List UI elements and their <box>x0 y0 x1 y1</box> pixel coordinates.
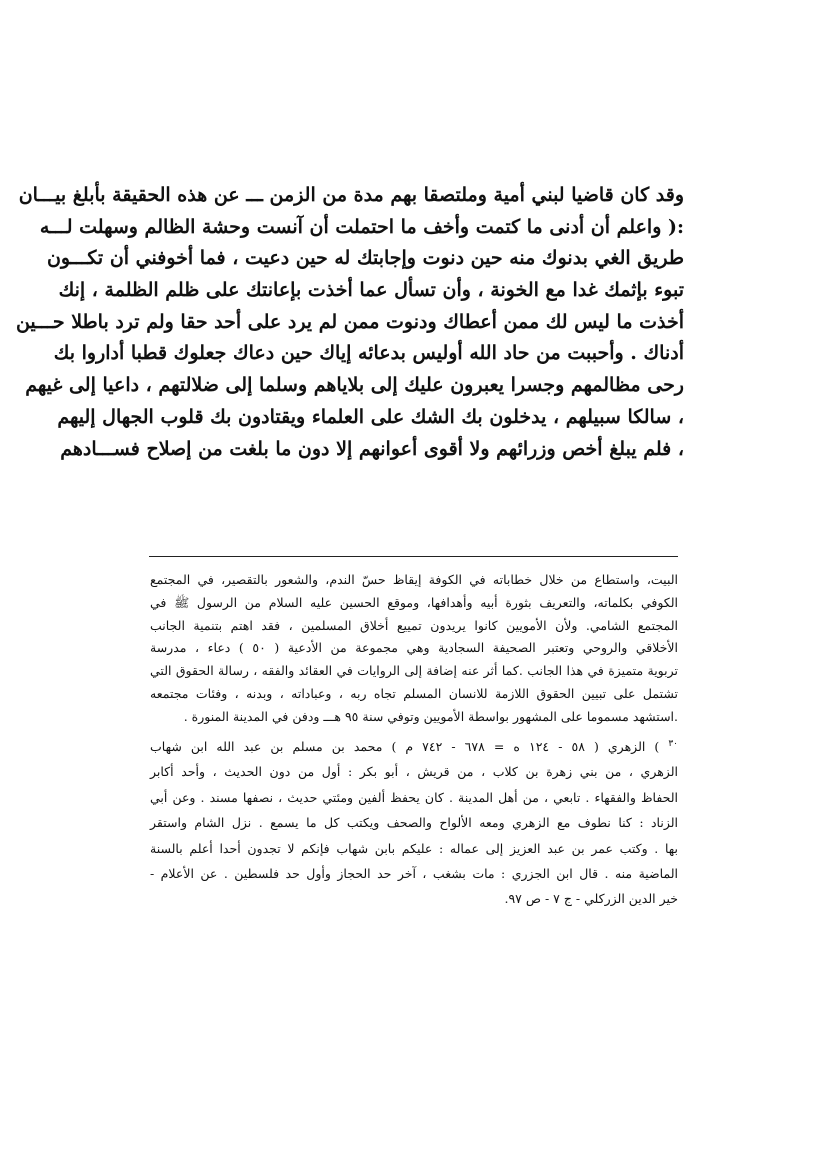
footnote-marker: ٣٠ <box>668 738 679 749</box>
footnote-line: تشتمل على تبيين الحقوق اللازمة للانسان المسلم تجاه ربه ، وعباداته ، وبدنه ، وفئات مجتمعه <box>150 685 678 701</box>
footnote-line: الأخلاقي والروحي وتعتبر الصحيفة السجادية وهي مجموعة من الأدعية ( ٥٠ ) دعاء ، مدرسة <box>150 640 679 656</box>
footnote-line: المجتمع الشامي. ولأن الأمويين كانوا يريدون تمييع أخلاق المسلمين ، فقد اهتم بتنمية الجانب <box>150 617 678 633</box>
footnote-line: الحفاظ والفقهاء . تابعي ، من أهل المدينة . كان يحفظ ألفين ومئتي حديث ، نصفها مسند . وعن أبي <box>150 789 678 805</box>
footnote-first-line-text: ) الزهري ( ٥٨ - ١٢٤ ه = ٦٧٨ - ٧٤٢ م ) محمد بن مسلم بن عبد الله ابن شهاب <box>150 739 660 754</box>
footnote-line: خير الدين الزركلي - ج ٧ - ص ٩٧. <box>504 891 678 907</box>
footnote-line: بها . وكتب عمر بن عبد العزيز إلى عماله : عليكم بابن شهاب فإنكم لا تجدون أحدا أعلم بالسنة <box>150 840 678 856</box>
main-text-line: أخذت ما ليس لك ممن أعطاك ودنوت ممن لم يرد على أحد حقا ولم ترد باطلا حـــين <box>15 310 684 333</box>
main-text-block <box>15 180 684 465</box>
footnote-line: الماضية منه . قال ابن الجزري : مات بشغب ، آخر حد الحجاز وأول حد فلسطين . عن الأعلام - <box>150 865 678 881</box>
main-text-line: :( واعلم أن أدنى ما كتمت وأخف ما احتملت أن آنست وحشة الظالم وسهلت لـــه <box>39 215 684 238</box>
main-text-line: طريق الغي بدنوك منه حين دنوت وإجابتك له حين دعيت ، فما أخوفني أن تكـــون <box>46 247 684 270</box>
main-text-line: ، فلم يبلغ أخص وزرائهم ولا أقوى أعوانهم إلا دون ما بلغت من إصلاح فســـادهم <box>60 437 684 460</box>
footnote-line <box>150 737 678 756</box>
footnote-continued <box>150 570 678 730</box>
main-text-line: ، سالكا سبيلهم ، يدخلون بك الشك على العلماء ويقتادون بك قلوب الجهال إليهم <box>57 405 684 428</box>
main-text-line: أدناك . وأحببت من حاد الله أوليس بدعائه إياك حين دعاك جعلوك قطبا أداروا بك <box>53 342 684 365</box>
footnote-line: البيت، واستطاع من خلال خطاباته في الكوفة إيقاظ حسّ الندم، والشعور بالتقصير، في المجتمع <box>150 572 678 587</box>
footnote-30 <box>150 737 678 915</box>
main-text-line: تبوء بإثمك غدا مع الخونة ، وأن تسأل عما أخذت بإعانتك على ظلم الظلمة ، إنك <box>58 279 684 302</box>
footnote-line: الزناد : كنا نطوف مع الزهري ومعه الألواح والصحف ويكتب كل ما يسمع . نزل الشام واستقر <box>150 815 678 831</box>
footnote-line: الكوفي بكلماته، والتعريف بثورة أبيه وأهدافها، وموقع الحسين عليه السلام من الرسول ﷺ في <box>150 594 678 610</box>
main-text-line: رحى مظالمهم وجسرا يعبرون عليك إلى بلاياهم وسلما إلى ضلالتهم ، داعيا إلى غيهم <box>25 374 684 397</box>
footnote-line: الزهري ، من بني زهرة بن كلاب ، من قريش ، أبو بكر : أول من دون الحديث ، وأحد أكابر <box>150 764 678 780</box>
main-text-line: وقد كان قاضيا لبني أمية وملتصقا بهم مدة من الزمن ـــ عن هذه الحقيقة بأبلغ بيـــان <box>18 184 684 206</box>
footnote-separator <box>149 556 678 557</box>
footnote-line: .استشهد مسموما على المشهور بواسطة الأمويين وتوفي سنة ٩٥ هـــ ودفن في المدينة المنورة . <box>183 708 678 724</box>
footnote-line: تربوية متميزة في هذا الجانب .كما أثر عنه إضافة إلى الروايات في العقائد والفقه ، رسالة الحقوق التي <box>150 663 678 679</box>
